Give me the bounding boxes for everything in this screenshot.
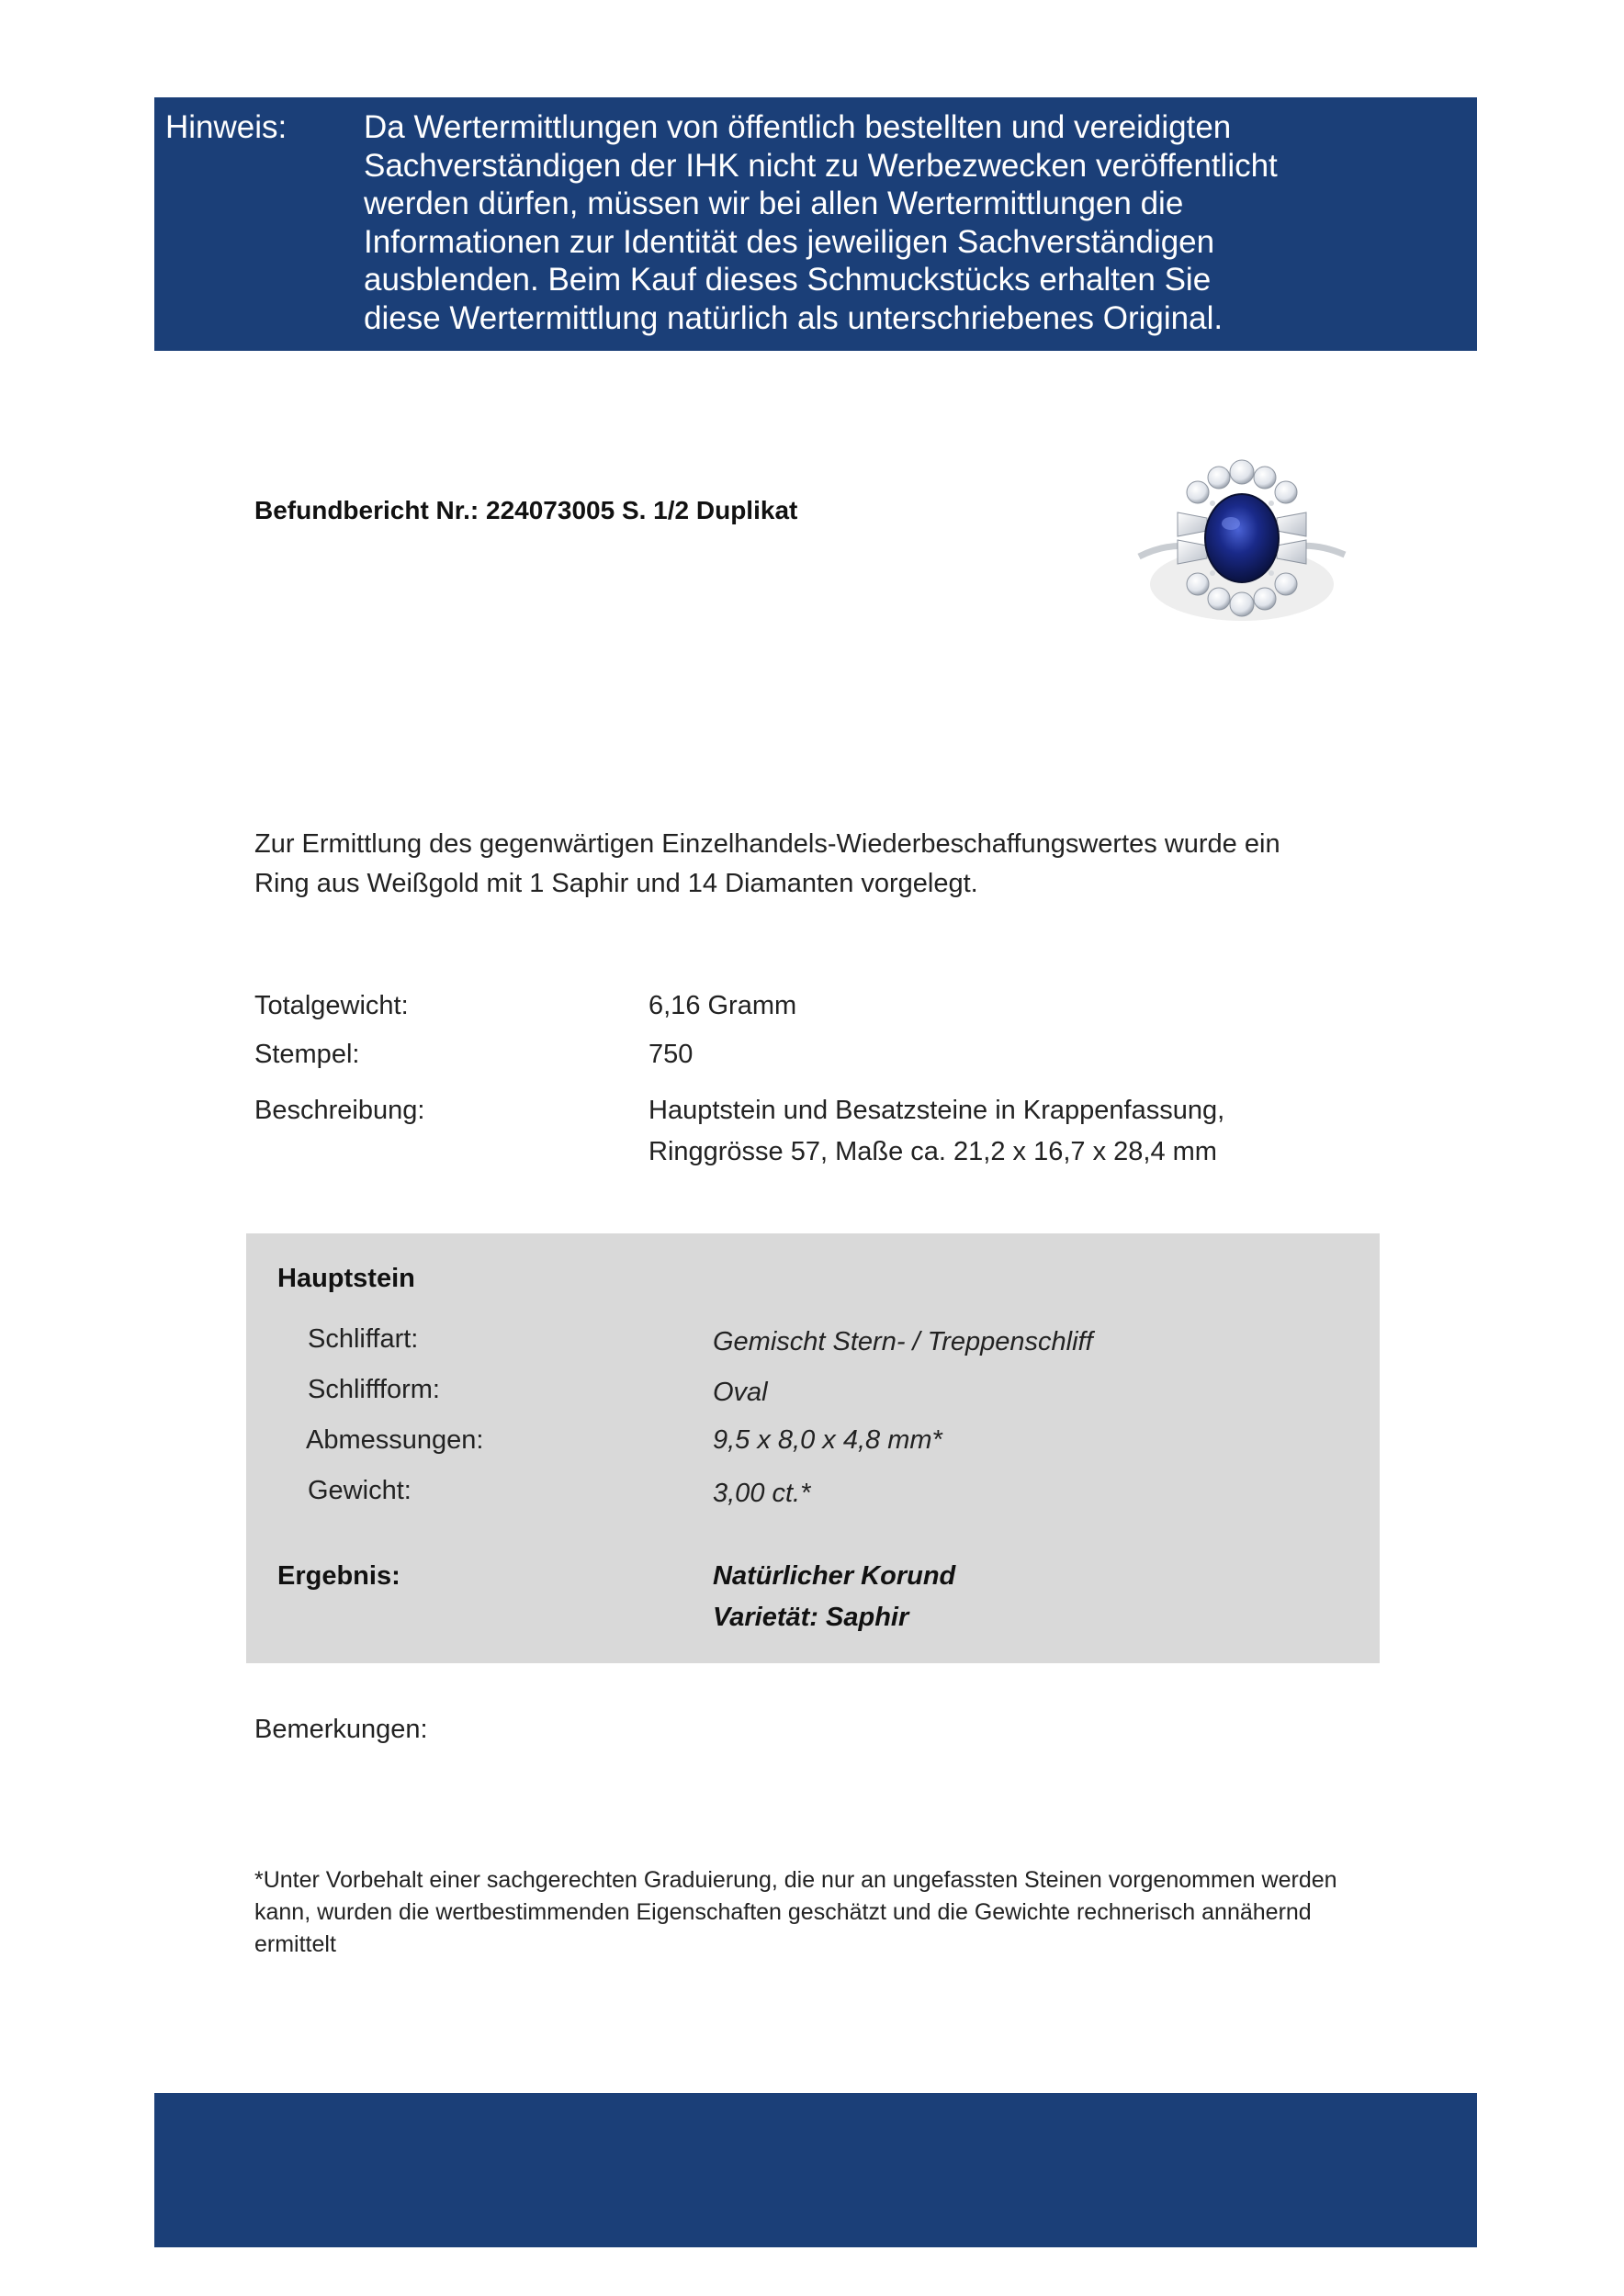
notice-text (364, 108, 1457, 338)
footnote-line: *Unter Vorbehalt einer sachgerechten Graduierung, die nur an ungefassten Steinen vorgenommen werden (254, 1867, 1337, 1893)
result-label: Ergebnis: (277, 1561, 400, 1591)
main-stone-box (246, 1233, 1380, 1663)
weight-label: Gewicht: (308, 1476, 412, 1505)
result-line: Natürlicher Korund (713, 1561, 956, 1591)
description-line: Ringgrösse 57, Maße ca. 21,2 x 16,7 x 28,4 mm (648, 1137, 1217, 1166)
weight-value: 3,00 ct.* (713, 1479, 811, 1508)
notice-line: diese Wertermittlung natürlich als unterschriebenes Original. (364, 299, 1224, 336)
footer-band (154, 2093, 1477, 2247)
dimensions-value: 9,5 x 8,0 x 4,8 mm* (713, 1425, 942, 1455)
remarks-label: Bemerkungen: (254, 1715, 428, 1744)
notice-label: Hinweis: (165, 109, 288, 145)
stamp-value: 750 (648, 1040, 694, 1069)
notice-line: Da Wertermittlungen von öffentlich bestellten und vereidigten (364, 109, 1232, 145)
ring-illustration (1132, 446, 1352, 648)
cut-label: Schliffart: (308, 1324, 419, 1354)
intro-line: Ring aus Weißgold mit 1 Saphir und 14 Diamanten vorgelegt. (254, 869, 978, 898)
shape-value: Oval (713, 1378, 768, 1407)
cut-value: Gemischt Stern- / Treppenschliff (713, 1327, 1093, 1356)
shape-label: Schliffform: (308, 1375, 440, 1404)
description-label: Beschreibung: (254, 1096, 425, 1125)
notice-line: Informationen zur Identität des jeweiligen Sachverständigen (364, 223, 1215, 260)
footnote-line: kann, wurden die wertbestimmenden Eigenschaften geschätzt und die Gewichte rechnerisch annähernd (254, 1899, 1312, 1925)
stamp-label: Stempel: (254, 1040, 360, 1069)
footnote-line: ermittelt (254, 1931, 336, 1957)
description-line: Hauptstein und Besatzsteine in Krappenfassung, (648, 1096, 1225, 1125)
total-weight-value: 6,16 Gramm (648, 991, 797, 1020)
dimensions-label: Abmessungen: (306, 1425, 484, 1455)
intro-paragraph (254, 825, 1449, 904)
total-weight-label: Totalgewicht: (254, 991, 409, 1020)
notice-line: Sachverständigen der IHK nicht zu Werbezwecken veröffentlicht (364, 147, 1278, 184)
notice-line: werden dürfen, müssen wir bei allen Wertermittlungen die (364, 186, 1184, 222)
notice-banner (154, 97, 1477, 351)
ring-image (1132, 446, 1352, 648)
report-title: Befundbericht Nr.: 224073005 S. 1/2 Duplikat (254, 496, 798, 524)
result-line: Varietät: Saphir (713, 1603, 909, 1632)
main-stone-heading: Hauptstein (277, 1264, 415, 1293)
notice-line: ausblenden. Beim Kauf dieses Schmuckstücks erhalten Sie (364, 262, 1212, 298)
footnote (254, 1864, 1467, 1961)
intro-line: Zur Ermittlung des gegenwärtigen Einzelhandels-Wiederbeschaffungswertes wurde ein (254, 829, 1280, 859)
